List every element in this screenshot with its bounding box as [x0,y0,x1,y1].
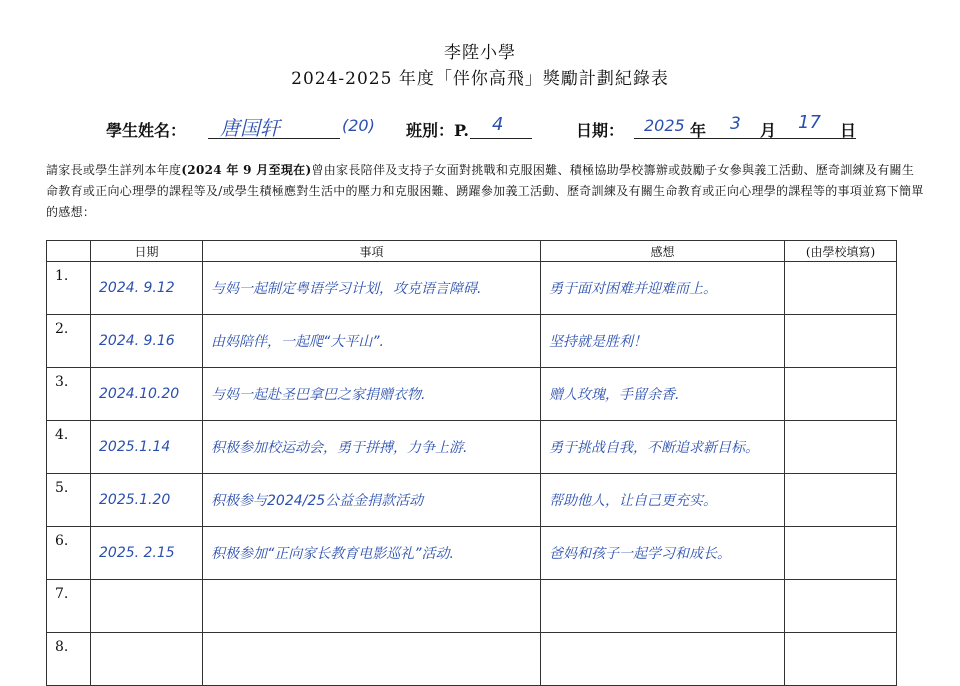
table-row [47,474,897,527]
row-date [91,633,203,686]
student-info-line [0,112,960,142]
row-event: 积极参与2024/25公益金捐款活动 [203,474,541,527]
table-row [47,262,897,315]
month-unit: 月 [760,121,777,140]
row-date: 2025.1.20 [91,474,203,527]
row-feeling: 帮助他人，让自己更充实。 [541,474,785,527]
year-unit: 年 [690,121,707,140]
row-school-use [785,421,897,474]
row-school-use [785,633,897,686]
instructions [46,160,926,223]
row-school-use [785,580,897,633]
table-row [47,368,897,421]
date-underline [634,138,856,139]
row-school-use [785,262,897,315]
table-row [47,527,897,580]
day-unit: 日 [840,121,857,140]
row-number: 7. [47,580,91,633]
school-name: 李陞小學 [444,43,516,63]
record-table [46,240,897,686]
row-event: 积极参加校运动会，勇于拼搏，力争上游. [203,421,541,474]
row-school-use [785,527,897,580]
row-event [203,580,541,633]
header-date: 日期 [91,241,203,262]
table-row [47,315,897,368]
class-underline [470,138,532,139]
row-feeling: 赠人玫瑰，手留余香. [541,368,785,421]
row-date: 2024. 9.12 [91,262,203,315]
name-value: 唐国轩 [220,116,280,140]
class-label: 班別：P. [406,121,469,140]
row-date: 2025. 2.15 [91,527,203,580]
row-feeling: 勇于挑战自我，不断追求新目标。 [541,421,785,474]
row-event [203,633,541,686]
header-school-use: (由學校填寫) [785,241,897,262]
row-number: 1. [47,262,91,315]
row-number: 8. [47,633,91,686]
class-number: (20) [342,116,375,135]
header-feeling: 感想 [541,241,785,262]
instructions-text-2: 曾由家長陪伴及支持子女面對挑戰和克服困難、積極協助學校籌辦或鼓勵子女參與義工活動、歷奇訓練及有關生命教育或正向心理學的課程等及/或學生積極應對生活中的壓力和克服困難、踴躍參加義工活動、歷奇訓練及有關生命教育或正向心理學的課程等的事項並寫下簡單的感想： [46,163,924,219]
header-event: 事項 [203,241,541,262]
table-header-row [47,241,897,262]
row-school-use [785,474,897,527]
date-month: 3 [730,114,741,134]
row-event: 积极参加“正向家长教育电影巡礼”活动. [203,527,541,580]
row-date: 2024.10.20 [91,368,203,421]
row-event: 与妈一起制定粤语学习计划，攻克语言障碍. [203,262,541,315]
table-row [47,580,897,633]
row-feeling: 勇于面对困难并迎难而上。 [541,262,785,315]
table-row [47,421,897,474]
row-number: 6. [47,527,91,580]
row-number: 5. [47,474,91,527]
instructions-period: (2024 年 9 月至現在) [181,163,312,177]
row-date: 2025.1.14 [91,421,203,474]
row-feeling: 坚持就是胜利！ [541,315,785,368]
class-value: 4 [492,114,504,135]
row-date [91,580,203,633]
row-number: 3. [47,368,91,421]
instructions-text-1: 請家長或學生詳列本年度 [46,163,182,177]
row-school-use [785,368,897,421]
row-date: 2024. 9.16 [91,315,203,368]
form-title: 2024-2025 年度「伴你高飛」獎勵計劃紀錄表 [291,69,669,89]
row-number: 2. [47,315,91,368]
row-event: 与妈一起赴圣巴拿巴之家捐赠衣物. [203,368,541,421]
date-day: 17 [798,112,821,133]
row-feeling: 爸妈和孩子一起学习和成长。 [541,527,785,580]
date-label: 日期： [576,121,625,140]
row-school-use [785,315,897,368]
row-feeling [541,633,785,686]
date-year: 2025 [644,116,685,135]
header-no [47,241,91,262]
name-label: 學生姓名： [106,121,187,140]
row-number: 4. [47,421,91,474]
row-event: 由妈陪伴，一起爬“大平山”. [203,315,541,368]
table-row [47,633,897,686]
row-feeling [541,580,785,633]
